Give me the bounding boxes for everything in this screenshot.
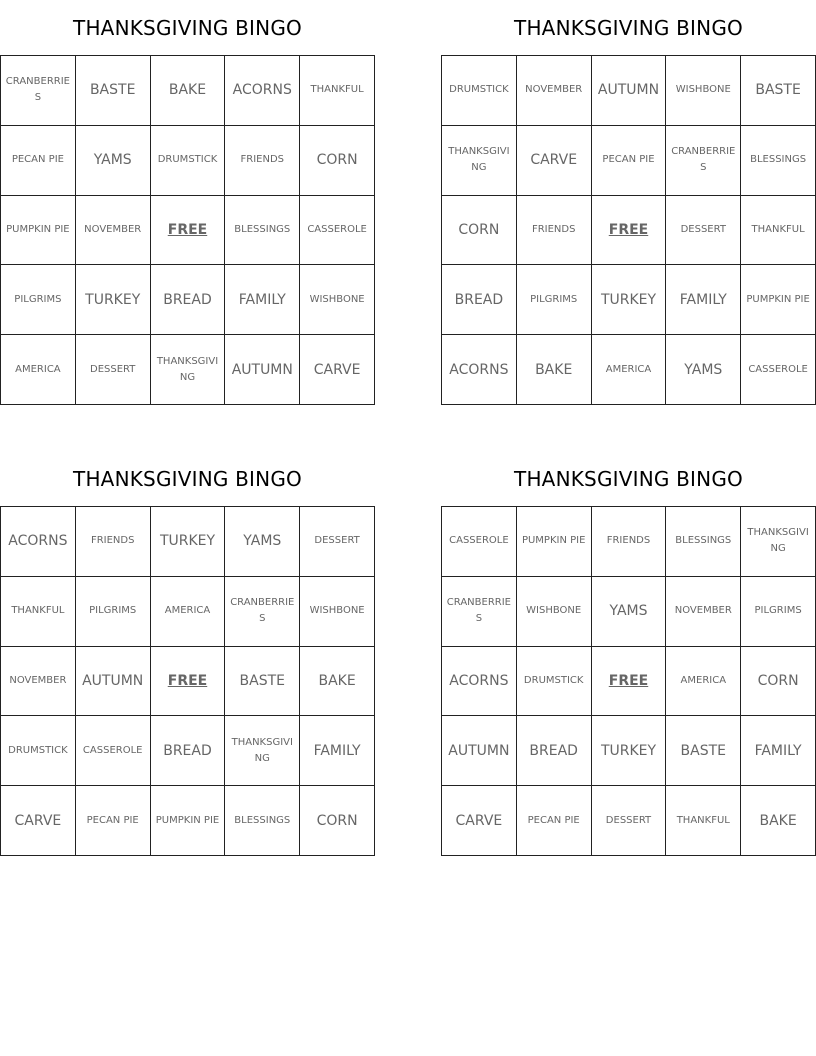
- bingo-cell: BLESSINGS: [666, 507, 741, 577]
- bingo-cell: PECAN PIE: [592, 126, 667, 196]
- bingo-cell: DESSERT: [76, 335, 151, 405]
- bingo-cell: FAMILY: [666, 265, 741, 335]
- bingo-cell: NOVEMBER: [76, 196, 151, 266]
- bingo-cell: WISHBONE: [300, 577, 375, 647]
- bingo-cell: PUMPKIN PIE: [517, 507, 592, 577]
- bingo-cell: AUTUMN: [225, 335, 300, 405]
- bingo-cell: PECAN PIE: [517, 786, 592, 856]
- bingo-cell: PILGRIMS: [741, 577, 816, 647]
- bingo-cell: FRIENDS: [517, 196, 592, 266]
- bingo-cell: DESSERT: [666, 196, 741, 266]
- bingo-cell: FAMILY: [225, 265, 300, 335]
- bingo-cell: WISHBONE: [666, 56, 741, 126]
- bingo-cell: THANKSGIVING: [442, 126, 517, 196]
- bingo-cell: CARVE: [300, 335, 375, 405]
- bingo-cell: CRANBERRIES: [442, 577, 517, 647]
- bingo-cell: FAMILY: [741, 716, 816, 786]
- bingo-cell: BLESSINGS: [225, 786, 300, 856]
- bingo-cell: CORN: [300, 126, 375, 196]
- bingo-cell: BREAD: [151, 265, 226, 335]
- bingo-cell: CASSEROLE: [741, 335, 816, 405]
- bingo-cell: BAKE: [517, 335, 592, 405]
- bingo-free-cell: FREE: [592, 196, 667, 266]
- bingo-cell: BAKE: [741, 786, 816, 856]
- bingo-cell: CORN: [442, 196, 517, 266]
- bingo-free-cell: FREE: [151, 647, 226, 717]
- bingo-cell: WISHBONE: [300, 265, 375, 335]
- bingo-cell: DRUMSTICK: [1, 716, 76, 786]
- bingo-cell: CRANBERRIES: [225, 577, 300, 647]
- bingo-cell: ACORNS: [1, 507, 76, 577]
- bingo-cell: THANKFUL: [666, 786, 741, 856]
- bingo-cell: ACORNS: [442, 335, 517, 405]
- bingo-grid: [441, 506, 816, 856]
- bingo-cell: FAMILY: [300, 716, 375, 786]
- card-title: THANKSGIVING BINGO: [73, 467, 302, 491]
- bingo-cell: AUTUMN: [592, 56, 667, 126]
- bingo-grid: [0, 506, 375, 856]
- bingo-cell: CASSEROLE: [442, 507, 517, 577]
- bingo-cell: PILGRIMS: [76, 577, 151, 647]
- bingo-cell: AUTUMN: [442, 716, 517, 786]
- bingo-cell: YAMS: [225, 507, 300, 577]
- bingo-cell: THANKFUL: [300, 56, 375, 126]
- bingo-cell: AUTUMN: [76, 647, 151, 717]
- bingo-cell: TURKEY: [592, 265, 667, 335]
- bingo-cell: PILGRIMS: [1, 265, 76, 335]
- bingo-cell: TURKEY: [76, 265, 151, 335]
- bingo-cell: THANKSGIVING: [741, 507, 816, 577]
- bingo-cell: YAMS: [76, 126, 151, 196]
- bingo-cell: FRIENDS: [592, 507, 667, 577]
- bingo-cell: CARVE: [442, 786, 517, 856]
- bingo-cell: CARVE: [517, 126, 592, 196]
- bingo-cell: NOVEMBER: [517, 56, 592, 126]
- bingo-cell: CORN: [741, 647, 816, 717]
- bingo-cell: CARVE: [1, 786, 76, 856]
- bingo-cell: BREAD: [442, 265, 517, 335]
- bingo-cell: PUMPKIN PIE: [1, 196, 76, 266]
- card-title: THANKSGIVING BINGO: [514, 16, 743, 40]
- bingo-cell: ACORNS: [442, 647, 517, 717]
- bingo-cell: THANKSGIVING: [225, 716, 300, 786]
- bingo-cell: AMERICA: [592, 335, 667, 405]
- bingo-cell: DRUMSTICK: [517, 647, 592, 717]
- bingo-cell: CASSEROLE: [76, 716, 151, 786]
- bingo-cell: NOVEMBER: [666, 577, 741, 647]
- bingo-cell: YAMS: [666, 335, 741, 405]
- bingo-cell: BAKE: [151, 56, 226, 126]
- bingo-cell: THANKFUL: [741, 196, 816, 266]
- card-title: THANKSGIVING BINGO: [514, 467, 743, 491]
- bingo-cell: PILGRIMS: [517, 265, 592, 335]
- bingo-cell: PECAN PIE: [76, 786, 151, 856]
- bingo-cell: BAKE: [300, 647, 375, 717]
- bingo-cell: DRUMSTICK: [442, 56, 517, 126]
- bingo-cell: TURKEY: [151, 507, 226, 577]
- bingo-cell: PUMPKIN PIE: [741, 265, 816, 335]
- bingo-cell: AMERICA: [1, 335, 76, 405]
- bingo-grid: [0, 55, 375, 405]
- bingo-cell: WISHBONE: [517, 577, 592, 647]
- bingo-cell: PUMPKIN PIE: [151, 786, 226, 856]
- bingo-cell: YAMS: [592, 577, 667, 647]
- bingo-cell: BREAD: [517, 716, 592, 786]
- bingo-cell: CASSEROLE: [300, 196, 375, 266]
- bingo-cell: BASTE: [225, 647, 300, 717]
- bingo-cell: PECAN PIE: [1, 126, 76, 196]
- bingo-cell: AMERICA: [666, 647, 741, 717]
- bingo-cell: TURKEY: [592, 716, 667, 786]
- bingo-grid: [441, 55, 816, 405]
- bingo-cell: NOVEMBER: [1, 647, 76, 717]
- bingo-cell: ACORNS: [225, 56, 300, 126]
- bingo-cell: CRANBERRIES: [666, 126, 741, 196]
- bingo-cell: CRANBERRIES: [1, 56, 76, 126]
- bingo-cell: FRIENDS: [225, 126, 300, 196]
- bingo-cell: BLESSINGS: [225, 196, 300, 266]
- bingo-cell: DESSERT: [592, 786, 667, 856]
- bingo-cell: FRIENDS: [76, 507, 151, 577]
- bingo-cell: BASTE: [741, 56, 816, 126]
- bingo-cell: BASTE: [666, 716, 741, 786]
- bingo-cell: BASTE: [76, 56, 151, 126]
- bingo-cell: BREAD: [151, 716, 226, 786]
- bingo-cell: THANKFUL: [1, 577, 76, 647]
- card-title: THANKSGIVING BINGO: [73, 16, 302, 40]
- bingo-cell: DESSERT: [300, 507, 375, 577]
- bingo-cell: CORN: [300, 786, 375, 856]
- bingo-cell: THANKSGIVING: [151, 335, 226, 405]
- bingo-free-cell: FREE: [151, 196, 226, 266]
- bingo-cell: BLESSINGS: [741, 126, 816, 196]
- bingo-cell: DRUMSTICK: [151, 126, 226, 196]
- bingo-cell: AMERICA: [151, 577, 226, 647]
- bingo-free-cell: FREE: [592, 647, 667, 717]
